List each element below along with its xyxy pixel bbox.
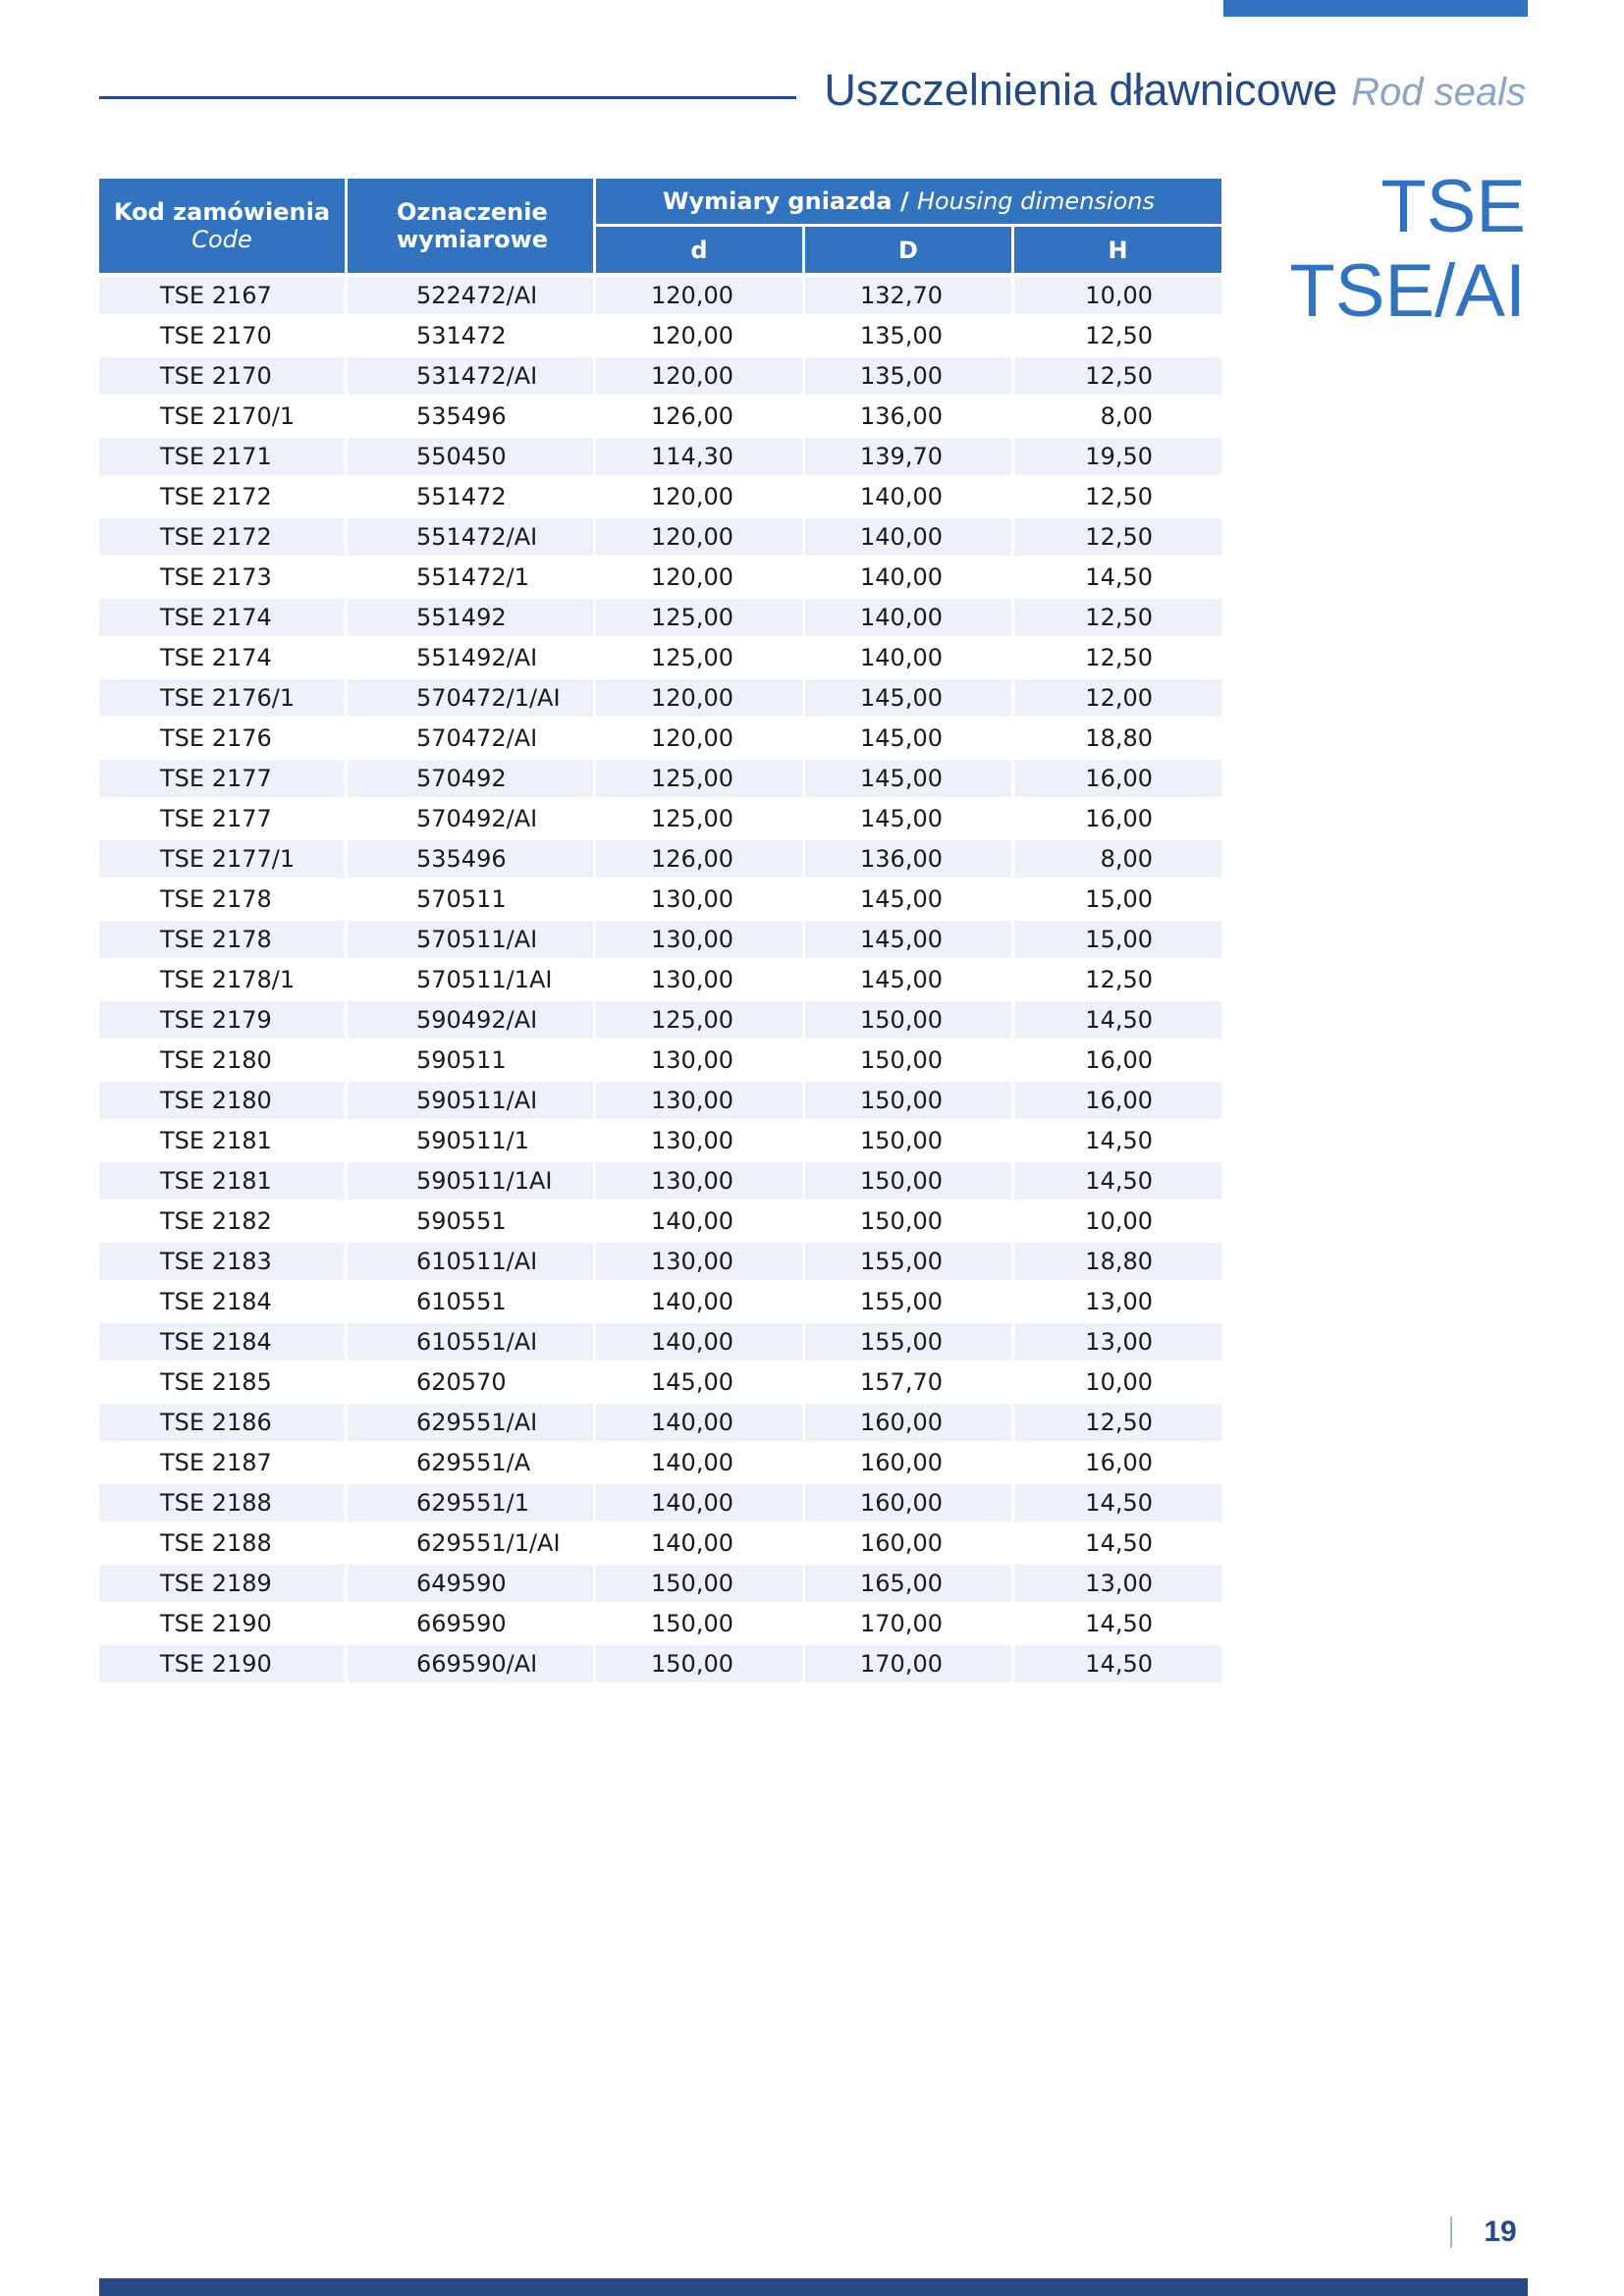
cell-d: 125,00 [596, 800, 802, 840]
header-title-pl: Uszczelnienia dławnicowe [824, 65, 1338, 115]
dimensions-table [96, 179, 1224, 1685]
cell-d-outer: 135,00 [805, 357, 1011, 398]
table-row [99, 1162, 1221, 1202]
cell-des: 590511/AI [348, 1082, 593, 1122]
cell-code: TSE 2179 [99, 1001, 345, 1041]
cell-des: 522472/AI [348, 277, 593, 317]
cell-d: 150,00 [596, 1605, 802, 1645]
cell-h: 14,50 [1014, 1162, 1221, 1202]
cell-d-outer: 150,00 [805, 1122, 1011, 1162]
cell-h: 13,00 [1014, 1565, 1221, 1605]
cell-des: 531472 [348, 317, 593, 357]
cell-code: TSE 2174 [99, 599, 345, 639]
table-row [99, 1484, 1221, 1524]
header-group-sep: / [892, 187, 917, 216]
cell-d-outer: 165,00 [805, 1565, 1011, 1605]
table-row [99, 357, 1221, 398]
cell-d-outer: 150,00 [805, 1001, 1011, 1041]
table-row [99, 760, 1221, 800]
cell-d: 140,00 [596, 1323, 802, 1363]
cell-d: 130,00 [596, 1243, 802, 1283]
table-row [99, 800, 1221, 840]
table-row [99, 1001, 1221, 1041]
cell-d-outer: 150,00 [805, 1162, 1011, 1202]
cell-d: 120,00 [596, 679, 802, 720]
header-title-en: Rod seals [1351, 71, 1526, 114]
page-number-separator [1450, 2216, 1452, 2248]
cell-code: TSE 2185 [99, 1363, 345, 1404]
cell-code: TSE 2190 [99, 1605, 345, 1645]
cell-d: 140,00 [596, 1283, 802, 1323]
cell-des: 570511/AI [348, 921, 593, 961]
cell-des: 570492/AI [348, 800, 593, 840]
cell-d: 120,00 [596, 478, 802, 518]
header-code-pl: Kod zamówienia [113, 198, 331, 226]
cell-h: 10,00 [1014, 1202, 1221, 1243]
cell-h: 14,50 [1014, 1001, 1221, 1041]
cell-d-outer: 136,00 [805, 840, 1011, 881]
cell-d-outer: 140,00 [805, 518, 1011, 559]
cell-code: TSE 2170 [99, 317, 345, 357]
cell-h: 14,50 [1014, 1645, 1221, 1685]
table-row [99, 840, 1221, 881]
cell-code: TSE 2178 [99, 881, 345, 921]
cell-h: 16,00 [1014, 800, 1221, 840]
cell-h: 12,50 [1014, 639, 1221, 679]
cell-d: 126,00 [596, 840, 802, 881]
cell-d: 126,00 [596, 398, 802, 438]
cell-d-outer: 150,00 [805, 1082, 1011, 1122]
cell-d: 150,00 [596, 1565, 802, 1605]
cell-code: TSE 2190 [99, 1645, 345, 1685]
table-row [99, 1645, 1221, 1685]
table-row [99, 1243, 1221, 1283]
cell-h: 10,00 [1014, 1363, 1221, 1404]
cell-des: 610511/AI [348, 1243, 593, 1283]
cell-des: 551492/AI [348, 639, 593, 679]
cell-code: TSE 2177 [99, 800, 345, 840]
cell-h: 12,50 [1014, 961, 1221, 1001]
cell-des: 590551 [348, 1202, 593, 1243]
table-row [99, 881, 1221, 921]
cell-h: 12,50 [1014, 317, 1221, 357]
table-row [99, 1122, 1221, 1162]
cell-d-outer: 155,00 [805, 1283, 1011, 1323]
cell-des: 629551/AI [348, 1404, 593, 1444]
cell-des: 535496 [348, 398, 593, 438]
bottom-accent-bar [99, 2278, 1528, 2296]
cell-d: 125,00 [596, 760, 802, 800]
cell-code: TSE 2187 [99, 1444, 345, 1484]
cell-code: TSE 2181 [99, 1162, 345, 1202]
table-row [99, 961, 1221, 1001]
cell-d-outer: 135,00 [805, 317, 1011, 357]
cell-h: 18,80 [1014, 1243, 1221, 1283]
cell-d-outer: 160,00 [805, 1484, 1011, 1524]
cell-code: TSE 2176 [99, 720, 345, 760]
table-row [99, 679, 1221, 720]
cell-d-outer: 145,00 [805, 800, 1011, 840]
table-row [99, 1041, 1221, 1082]
cell-d: 130,00 [596, 961, 802, 1001]
product-name [1289, 165, 1526, 334]
cell-des: 570472/1/AI [348, 679, 593, 720]
cell-code: TSE 2188 [99, 1524, 345, 1565]
cell-code: TSE 2167 [99, 277, 345, 317]
cell-code: TSE 2188 [99, 1484, 345, 1524]
header-D: D [805, 227, 1011, 277]
cell-code: TSE 2170 [99, 357, 345, 398]
cell-h: 13,00 [1014, 1323, 1221, 1363]
table-row [99, 317, 1221, 357]
table-row [99, 921, 1221, 961]
cell-des: 669590 [348, 1605, 593, 1645]
header-designation [348, 179, 593, 277]
table-row [99, 1444, 1221, 1484]
cell-h: 12,50 [1014, 357, 1221, 398]
cell-d-outer: 155,00 [805, 1323, 1011, 1363]
cell-d-outer: 160,00 [805, 1444, 1011, 1484]
header-housing-dimensions [596, 179, 1221, 227]
cell-h: 15,00 [1014, 921, 1221, 961]
table-row [99, 518, 1221, 559]
table-row [99, 1605, 1221, 1645]
cell-h: 15,00 [1014, 881, 1221, 921]
cell-d-outer: 150,00 [805, 1041, 1011, 1082]
cell-d-outer: 139,70 [805, 438, 1011, 478]
cell-h: 8,00 [1014, 398, 1221, 438]
table-row [99, 1202, 1221, 1243]
cell-d: 130,00 [596, 1122, 802, 1162]
table-row [99, 1082, 1221, 1122]
table-row [99, 1404, 1221, 1444]
cell-h: 14,50 [1014, 1524, 1221, 1565]
cell-h: 12,50 [1014, 518, 1221, 559]
cell-d-outer: 145,00 [805, 720, 1011, 760]
cell-d-outer: 132,70 [805, 277, 1011, 317]
cell-d: 140,00 [596, 1484, 802, 1524]
product-name-line1: TSE [1380, 165, 1526, 248]
cell-des: 570472/AI [348, 720, 593, 760]
cell-h: 16,00 [1014, 1082, 1221, 1122]
cell-d: 125,00 [596, 639, 802, 679]
cell-h: 14,50 [1014, 1605, 1221, 1645]
cell-d-outer: 170,00 [805, 1605, 1011, 1645]
cell-d: 120,00 [596, 317, 802, 357]
header-group-pl: Wymiary gniazda [663, 187, 893, 216]
cell-des: 590511 [348, 1041, 593, 1082]
cell-code: TSE 2172 [99, 518, 345, 559]
cell-des: 590511/1AI [348, 1162, 593, 1202]
cell-d-outer: 145,00 [805, 961, 1011, 1001]
cell-d-outer: 145,00 [805, 921, 1011, 961]
cell-des: 590492/AI [348, 1001, 593, 1041]
cell-d-outer: 150,00 [805, 1202, 1011, 1243]
cell-d: 114,30 [596, 438, 802, 478]
cell-des: 610551 [348, 1283, 593, 1323]
cell-code: TSE 2171 [99, 438, 345, 478]
top-accent-bar [1223, 0, 1528, 17]
cell-d-outer: 140,00 [805, 478, 1011, 518]
cell-d: 120,00 [596, 357, 802, 398]
cell-d-outer: 160,00 [805, 1524, 1011, 1565]
cell-d-outer: 145,00 [805, 679, 1011, 720]
cell-d-outer: 170,00 [805, 1645, 1011, 1685]
cell-code: TSE 2174 [99, 639, 345, 679]
table-body [99, 277, 1221, 1685]
cell-code: TSE 2184 [99, 1323, 345, 1363]
cell-d: 120,00 [596, 559, 802, 599]
cell-code: TSE 2182 [99, 1202, 345, 1243]
table-row [99, 478, 1221, 518]
cell-d-outer: 140,00 [805, 639, 1011, 679]
cell-h: 16,00 [1014, 1041, 1221, 1082]
cell-code: TSE 2176/1 [99, 679, 345, 720]
cell-d: 145,00 [596, 1363, 802, 1404]
cell-d-outer: 160,00 [805, 1404, 1011, 1444]
cell-h: 13,00 [1014, 1283, 1221, 1323]
cell-d-outer: 140,00 [805, 599, 1011, 639]
cell-h: 12,50 [1014, 1404, 1221, 1444]
cell-code: TSE 2178/1 [99, 961, 345, 1001]
page-header [824, 61, 1526, 122]
cell-des: 590511/1 [348, 1122, 593, 1162]
table-row [99, 1363, 1221, 1404]
cell-d: 120,00 [596, 277, 802, 317]
cell-d: 140,00 [596, 1202, 802, 1243]
table-row [99, 1524, 1221, 1565]
table-row [99, 398, 1221, 438]
cell-code: TSE 2173 [99, 559, 345, 599]
cell-h: 14,50 [1014, 1122, 1221, 1162]
cell-des: 570511/1AI [348, 961, 593, 1001]
table-row [99, 277, 1221, 317]
cell-d-outer: 136,00 [805, 398, 1011, 438]
cell-des: 629551/1 [348, 1484, 593, 1524]
cell-des: 629551/A [348, 1444, 593, 1484]
cell-d: 125,00 [596, 1001, 802, 1041]
header-code-en: Code [191, 226, 252, 253]
cell-code: TSE 2177/1 [99, 840, 345, 881]
cell-h: 12,50 [1014, 478, 1221, 518]
cell-des: 620570 [348, 1363, 593, 1404]
cell-d: 140,00 [596, 1444, 802, 1484]
table-row [99, 639, 1221, 679]
cell-h: 8,00 [1014, 840, 1221, 881]
cell-code: TSE 2186 [99, 1404, 345, 1444]
cell-des: 551472/AI [348, 518, 593, 559]
cell-h: 12,50 [1014, 599, 1221, 639]
cell-d-outer: 140,00 [805, 559, 1011, 599]
cell-des: 550450 [348, 438, 593, 478]
cell-des: 649590 [348, 1565, 593, 1605]
header-H: H [1014, 227, 1221, 277]
table-row [99, 559, 1221, 599]
header-group-en: Housing dimensions [916, 187, 1155, 216]
cell-h: 19,50 [1014, 438, 1221, 478]
cell-code: TSE 2180 [99, 1041, 345, 1082]
cell-d: 130,00 [596, 1082, 802, 1122]
table-row [99, 599, 1221, 639]
header-d: d [596, 227, 802, 277]
cell-d: 130,00 [596, 881, 802, 921]
cell-d: 150,00 [596, 1645, 802, 1685]
cell-code: TSE 2184 [99, 1283, 345, 1323]
cell-code: TSE 2172 [99, 478, 345, 518]
cell-code: TSE 2181 [99, 1122, 345, 1162]
cell-d-outer: 145,00 [805, 881, 1011, 921]
cell-des: 570492 [348, 760, 593, 800]
cell-d-outer: 145,00 [805, 760, 1011, 800]
cell-d: 120,00 [596, 720, 802, 760]
table-row [99, 438, 1221, 478]
cell-h: 12,00 [1014, 679, 1221, 720]
cell-d: 130,00 [596, 1162, 802, 1202]
cell-des: 551472/1 [348, 559, 593, 599]
cell-des: 610551/AI [348, 1323, 593, 1363]
cell-d: 130,00 [596, 921, 802, 961]
cell-h: 16,00 [1014, 1444, 1221, 1484]
table-row [99, 1283, 1221, 1323]
table-row [99, 720, 1221, 760]
table-row [99, 1565, 1221, 1605]
cell-des: 551492 [348, 599, 593, 639]
cell-d: 120,00 [596, 518, 802, 559]
cell-h: 14,50 [1014, 1484, 1221, 1524]
header-rule [99, 96, 796, 99]
header-code [99, 179, 345, 277]
cell-des: 551472 [348, 478, 593, 518]
cell-des: 531472/AI [348, 357, 593, 398]
cell-h: 14,50 [1014, 559, 1221, 599]
cell-h: 16,00 [1014, 760, 1221, 800]
cell-code: TSE 2178 [99, 921, 345, 961]
cell-code: TSE 2183 [99, 1243, 345, 1283]
table-row [99, 1323, 1221, 1363]
cell-des: 669590/AI [348, 1645, 593, 1685]
cell-d: 130,00 [596, 1041, 802, 1082]
cell-h: 18,80 [1014, 720, 1221, 760]
cell-h: 10,00 [1014, 277, 1221, 317]
page-number: 19 [1484, 2216, 1517, 2248]
product-name-line2: TSE/AI [1289, 249, 1526, 333]
cell-code: TSE 2189 [99, 1565, 345, 1605]
cell-des: 570511 [348, 881, 593, 921]
cell-code: TSE 2170/1 [99, 398, 345, 438]
cell-des: 535496 [348, 840, 593, 881]
cell-code: TSE 2177 [99, 760, 345, 800]
cell-code: TSE 2180 [99, 1082, 345, 1122]
cell-d: 140,00 [596, 1524, 802, 1565]
cell-des: 629551/1/AI [348, 1524, 593, 1565]
cell-d-outer: 155,00 [805, 1243, 1011, 1283]
header-designation-label: Oznaczenie wymiarowe [397, 198, 549, 253]
cell-d-outer: 157,70 [805, 1363, 1011, 1404]
cell-d: 140,00 [596, 1404, 802, 1444]
cell-d: 125,00 [596, 599, 802, 639]
